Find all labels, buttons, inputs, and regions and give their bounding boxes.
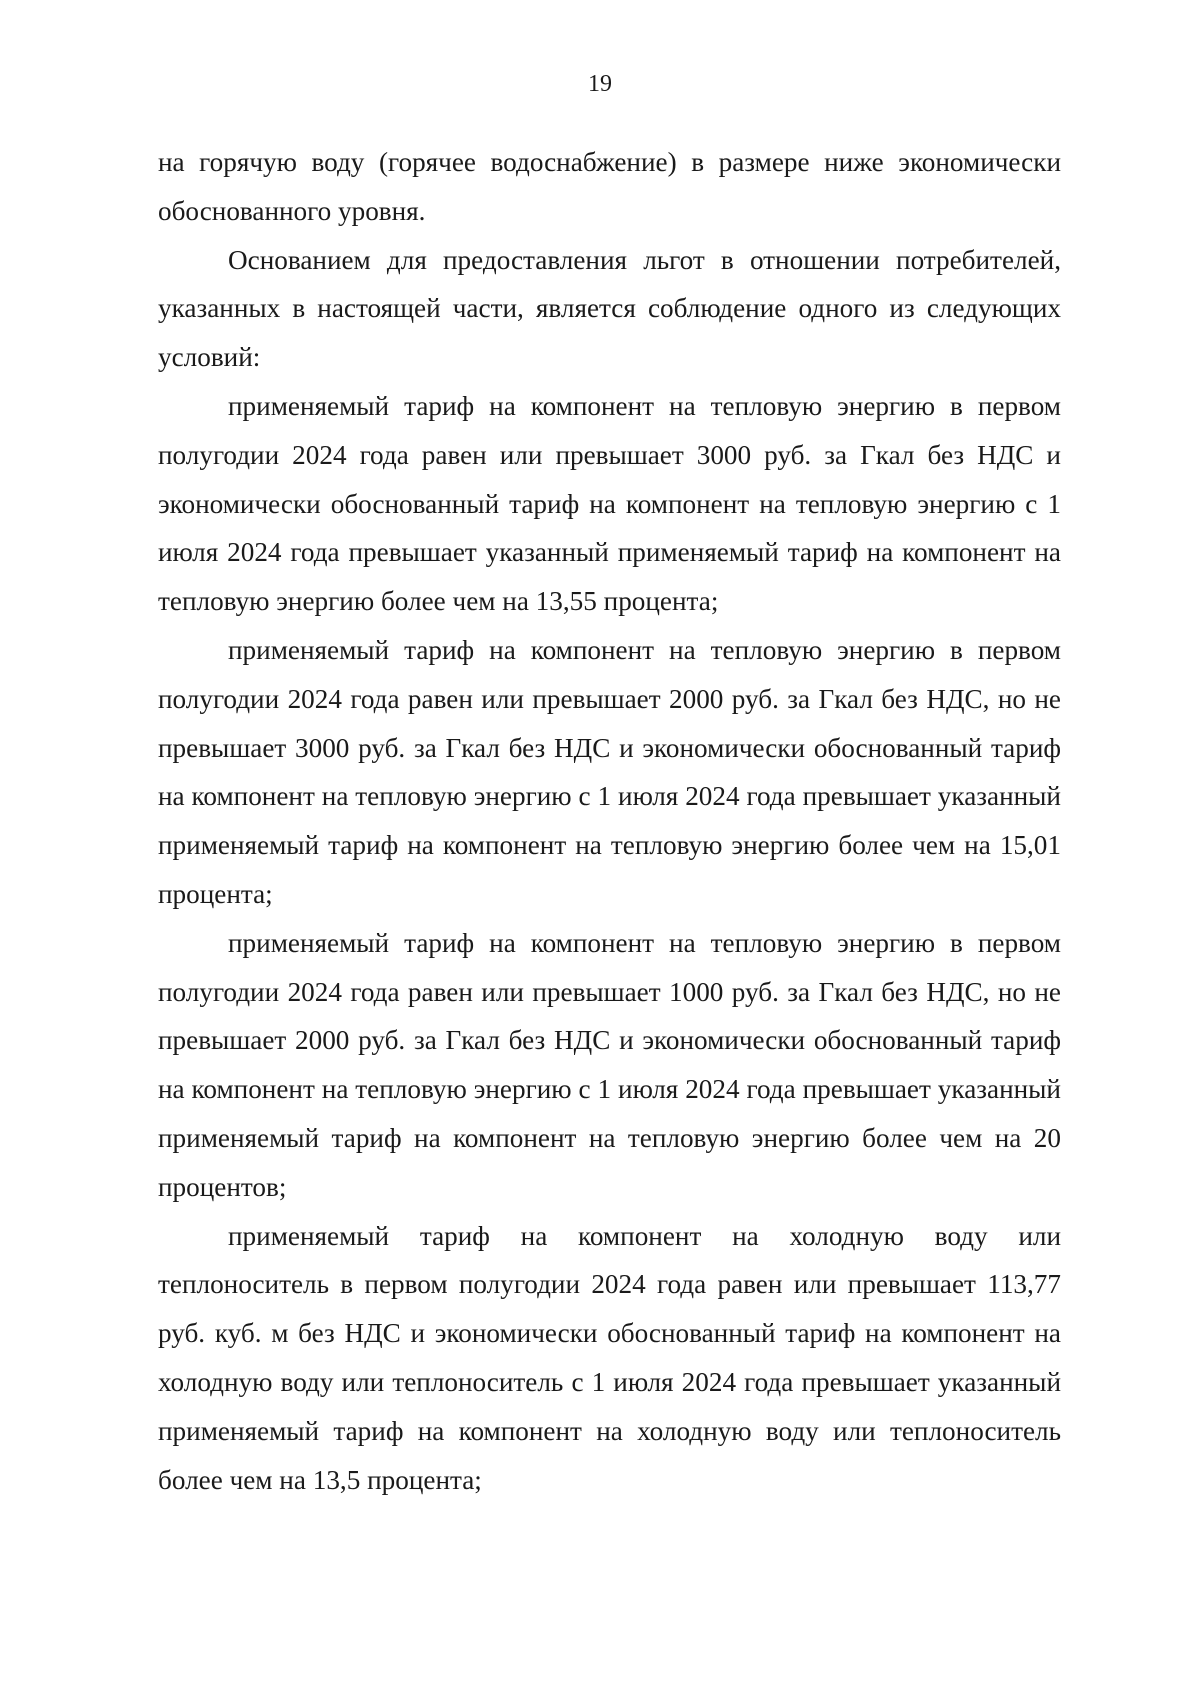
paragraph-1: на горячую воду (горячее водоснабжение) в размере ниже экономически обоснованного уровня. (158, 147, 1061, 226)
paragraph-4: применяемый тариф на компонент на тепловую энергию в первом полугодии 2024 года равен или превышает 2000 руб. за Гкал без НДС, но не превышает 3000 руб. за Гкал без НДС и экономически обоснованный тариф на компонент на тепловую энергию с 1 июля 2024 года превышает указанный применяемый тариф на компонент на тепловую энергию более чем на 15,01 процента; (158, 634, 1061, 909)
paragraph-2: Основанием для предоставления льгот в отношении потребителей, указанных в настоящей части, является соблюдение одного из следующих условий: (158, 244, 1061, 373)
paragraph-5: применяемый тариф на компонент на тепловую энергию в первом полугодии 2024 года равен или превышает 1000 руб. за Гкал без НДС, но не превышает 2000 руб. за Гкал без НДС и экономически обоснованный тариф на компонент на тепловую энергию с 1 июля 2024 года превышает указанный применяемый тариф на компонент на тепловую энергию более чем на 20 процентов; (158, 927, 1061, 1202)
page-number: 19 (588, 71, 612, 97)
document-body (158, 138, 1061, 1504)
paragraph-6: применяемый тариф на компонент на холодную воду или теплоноситель в первом полугодии 2024 года равен или превышает 113,77 руб. куб. м без НДС и экономически обоснованный тариф на компонент на холодную воду или теплоноситель с 1 июля 2024 года превышает указанный применяемый тариф на компонент на холодную воду или теплоноситель более чем на 13,5 процента; (158, 1220, 1061, 1495)
paragraph-3: применяемый тариф на компонент на тепловую энергию в первом полугодии 2024 года равен или превышает 3000 руб. за Гкал без НДС и экономически обоснованный тариф на компонент на тепловую энергию с 1 июля 2024 года превышает указанный применяемый тариф на компонент на тепловую энергию более чем на 13,55 процента; (158, 390, 1061, 617)
